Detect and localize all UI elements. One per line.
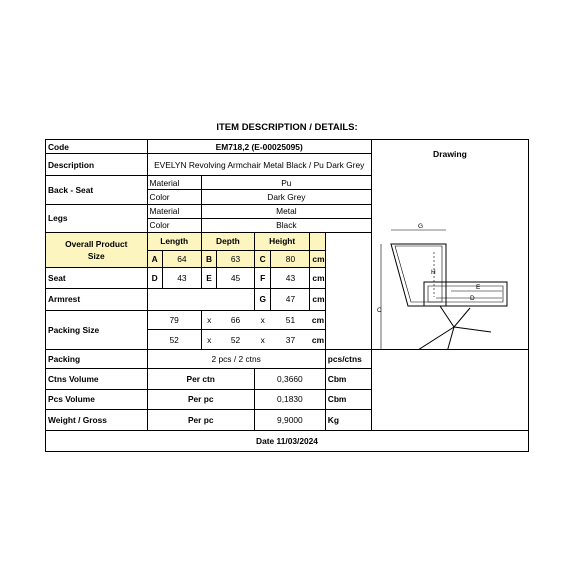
packing-size-r2-unit: cm <box>310 330 325 350</box>
spec-table <box>45 139 529 452</box>
weight-unit: Kg <box>325 410 371 431</box>
overall-unit: cm <box>310 250 325 268</box>
packing-size-r2-b: 52 <box>217 330 255 350</box>
dimension-letter-d: D <box>469 295 475 302</box>
seat-f-value: 43 <box>271 268 310 289</box>
armrest-label: Armrest <box>46 288 148 310</box>
ctns-volume-per: Per ctn <box>147 368 254 389</box>
seat-d-letter: D <box>147 268 162 289</box>
packing-value: 2 pcs / 2 ctns <box>147 350 325 369</box>
length-header: Length <box>147 232 201 250</box>
chair-leg-right <box>454 327 491 332</box>
overall-b-letter: B <box>201 250 216 268</box>
armrest-unit: cm <box>310 288 325 310</box>
packing-size-r1-unit: cm <box>310 310 325 330</box>
chair-seat-shape <box>424 282 507 306</box>
armrest-g-value: 47 <box>271 288 310 310</box>
weight-value: 9,9000 <box>254 410 325 431</box>
sheet-title: ITEM DESCRIPTION / DETAILS: <box>216 122 358 133</box>
seat-e-letter: E <box>201 268 216 289</box>
dimension-letter-g: G <box>417 223 423 230</box>
legs-color-value: Black <box>201 218 371 232</box>
packing-size-r1-c: 51 <box>271 310 310 330</box>
weight-per: Per pc <box>147 410 254 431</box>
overall-size-label <box>46 232 148 267</box>
seat-f-letter: F <box>254 268 271 289</box>
code-value: EM718,2 (E-00025095) <box>147 140 371 154</box>
packing-size-r1-x2: x <box>254 310 271 330</box>
overall-a-letter: A <box>147 250 162 268</box>
armrest-g-letter: G <box>254 288 271 310</box>
description-label: Description <box>46 154 148 176</box>
overall-c-letter: C <box>254 250 271 268</box>
back-seat-material-value: Pu <box>201 176 371 190</box>
ctns-volume-value: 0,3660 <box>254 368 325 389</box>
packing-size-r1-a: 79 <box>147 310 201 330</box>
seat-label: Seat <box>46 268 148 289</box>
description-value: EVELYN Revolving Armchair Metal Black / Pu Dark Grey <box>147 154 371 176</box>
pcs-volume-value: 0,1830 <box>254 389 325 410</box>
dimension-letter-h: H <box>430 269 436 276</box>
overall-c-value: 80 <box>271 250 310 268</box>
date-footer: Date 11/03/2024 <box>46 431 529 452</box>
seat-d-value: 43 <box>162 268 201 289</box>
depth-header: Depth <box>201 232 254 250</box>
packing-label: Packing <box>46 350 148 369</box>
overall-b-value: 63 <box>217 250 255 268</box>
seat-e-value: 45 <box>217 268 255 289</box>
legs-label: Legs <box>46 204 148 232</box>
legs-color-key: Color <box>147 218 201 232</box>
dimension-letter-c: C <box>376 307 382 314</box>
height-header: Height <box>254 232 309 250</box>
legs-material-key: Material <box>147 204 201 218</box>
ctns-volume-unit: Cbm <box>325 368 371 389</box>
packing-size-r1-x1: x <box>201 310 216 330</box>
pcs-volume-per: Per pc <box>147 389 254 410</box>
overall-a-value: 64 <box>162 250 201 268</box>
packing-size-r2-a: 52 <box>147 330 201 350</box>
dimension-letter-e: E <box>475 284 481 291</box>
seat-unit: cm <box>310 268 325 289</box>
chair-back-shape <box>391 244 446 306</box>
packing-size-r1-b: 66 <box>217 310 255 330</box>
packing-size-r2-x2: x <box>254 330 271 350</box>
chair-dimension-drawing: G C H E D B A <box>376 212 522 350</box>
packing-size-label: Packing Size <box>46 310 148 349</box>
packing-unit: pcs/ctns <box>325 350 371 369</box>
drawing-panel <box>371 140 528 371</box>
packing-size-r2-c: 37 <box>271 330 310 350</box>
chair-base-shape <box>440 306 470 327</box>
back-seat-material-key: Material <box>147 176 201 190</box>
ctns-volume-label: Ctns Volume <box>46 368 148 389</box>
overall-size-label-line1: Overall Product <box>65 239 128 249</box>
drawing-label: Drawing <box>432 149 467 159</box>
pcs-volume-label: Pcs Volume <box>46 389 148 410</box>
back-seat-label: Back - Seat <box>46 176 148 204</box>
code-label: Code <box>46 140 148 154</box>
weight-label: Weight / Gross <box>46 410 148 431</box>
legs-material-value: Metal <box>201 204 371 218</box>
pcs-volume-unit: Cbm <box>325 389 371 410</box>
packing-size-r2-x1: x <box>201 330 216 350</box>
back-seat-color-key: Color <box>147 190 201 204</box>
overall-size-label-line2: Size <box>87 251 105 261</box>
back-seat-color-value: Dark Grey <box>201 190 371 204</box>
